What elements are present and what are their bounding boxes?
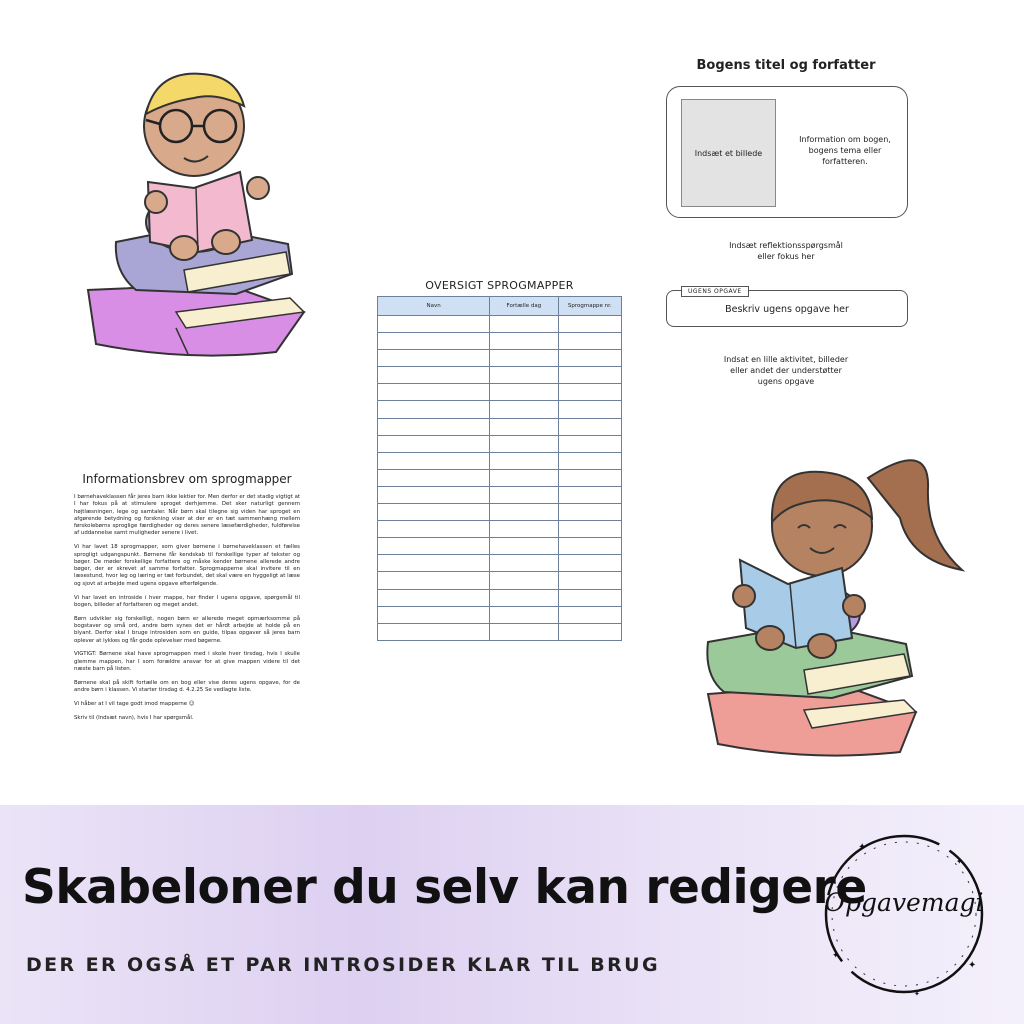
table-row bbox=[378, 435, 622, 452]
table-row bbox=[378, 367, 622, 384]
book-template-title: Bogens titel og forfatter bbox=[696, 58, 876, 73]
table-cell[interactable] bbox=[378, 589, 490, 606]
table-cell[interactable] bbox=[490, 504, 558, 521]
table-row bbox=[378, 538, 622, 555]
table-cell[interactable] bbox=[490, 384, 558, 401]
weekly-task-placeholder: Beskriv ugens opgave her bbox=[725, 304, 849, 315]
table-cell[interactable] bbox=[378, 401, 490, 418]
table-cell[interactable] bbox=[558, 333, 621, 350]
column-header-folder-number: Sprogmappe nr. bbox=[558, 297, 621, 316]
letter-paragraph: Børn udvikler sig forskelligt, nogen børn er allerede meget opmærksomme på bogstaver og små ord, andre børn synes det er hårdt arbejde at holde på en blyant. Derfor skal I bruge introsiden som en guide, tilpas opgaver så jeres barn oplever at lykkes og får gode oplevelser med bøgerne. bbox=[74, 615, 300, 644]
table-cell[interactable] bbox=[378, 572, 490, 589]
letter-paragraph: Vi har lavet en introside i hver mappe, her finder I ugens opgave, spørgsmål til bogen, billeder af forfatteren og meget andet. bbox=[74, 594, 300, 608]
table-cell[interactable] bbox=[490, 333, 558, 350]
table-cell[interactable] bbox=[558, 538, 621, 555]
table-cell[interactable] bbox=[490, 486, 558, 503]
column-header-day: Fortælle dag bbox=[490, 297, 558, 316]
letter-paragraph: Skriv til (Indsæt navn), hvis I har spørgsmål. bbox=[74, 714, 194, 721]
table-cell[interactable] bbox=[490, 435, 558, 452]
table-row bbox=[378, 384, 622, 401]
banner-headline: Skabeloner du selv kan redigere bbox=[22, 860, 867, 915]
table-body bbox=[378, 316, 622, 641]
overview-table-title: OVERSIGT SPROGMAPPER bbox=[425, 279, 574, 292]
table-cell[interactable] bbox=[558, 452, 621, 469]
column-header-name: Navn bbox=[378, 297, 490, 316]
table-cell[interactable] bbox=[378, 333, 490, 350]
table-cell[interactable] bbox=[558, 504, 621, 521]
table-cell[interactable] bbox=[378, 350, 490, 367]
table-cell[interactable] bbox=[490, 538, 558, 555]
table-cell[interactable] bbox=[490, 350, 558, 367]
table-cell[interactable] bbox=[558, 384, 621, 401]
weekly-task-tag: UGENS OPGAVE bbox=[681, 286, 749, 297]
image-placeholder bbox=[681, 99, 776, 207]
table-row bbox=[378, 418, 622, 435]
table-cell[interactable] bbox=[490, 367, 558, 384]
girl-reading-illustration bbox=[700, 448, 970, 768]
table-cell[interactable] bbox=[558, 555, 621, 572]
table-row bbox=[378, 589, 622, 606]
letter-paragraph: Vi håber at I vil tage godt imod mapperne ☺ bbox=[74, 700, 195, 707]
table-cell[interactable] bbox=[558, 606, 621, 623]
table-cell[interactable] bbox=[558, 316, 621, 333]
table-header-row bbox=[378, 297, 622, 316]
banner-subline: DER ER OGSÅ ET PAR INTROSIDER KLAR TIL BRUG bbox=[26, 954, 660, 976]
table-cell[interactable] bbox=[378, 316, 490, 333]
activity-placeholder: Indsat en lille aktivitet, billeder eller andet der understøtter ugens opgave bbox=[723, 355, 849, 386]
table-row bbox=[378, 504, 622, 521]
table-cell[interactable] bbox=[378, 555, 490, 572]
table-row bbox=[378, 521, 622, 538]
book-info-placeholder: Information om bogen, bogens tema eller forfatteren. bbox=[799, 135, 891, 166]
svg-text:✦: ✦ bbox=[968, 960, 977, 971]
svg-text:✦: ✦ bbox=[858, 842, 867, 853]
table-cell[interactable] bbox=[378, 521, 490, 538]
letter-paragraph: Børnene skal på skift fortælle om en bog eller vise deres ugens opgave, for de andre børn i klassen. Vi starter tirsdag d. 4.2.25 Se vedlagte liste. bbox=[74, 679, 300, 694]
svg-text:✦: ✦ bbox=[956, 857, 963, 866]
table-cell[interactable] bbox=[378, 469, 490, 486]
table-cell[interactable] bbox=[558, 572, 621, 589]
letter-body bbox=[74, 494, 300, 728]
table-row bbox=[378, 469, 622, 486]
table-cell[interactable] bbox=[378, 486, 490, 503]
table-cell[interactable] bbox=[378, 452, 490, 469]
table-row bbox=[378, 401, 622, 418]
table-cell[interactable] bbox=[378, 418, 490, 435]
table-cell[interactable] bbox=[490, 623, 558, 640]
table-cell[interactable] bbox=[378, 623, 490, 640]
table-cell[interactable] bbox=[490, 418, 558, 435]
table-cell[interactable] bbox=[378, 367, 490, 384]
table-cell[interactable] bbox=[558, 367, 621, 384]
table-cell[interactable] bbox=[558, 589, 621, 606]
table-cell[interactable] bbox=[378, 504, 490, 521]
table-cell[interactable] bbox=[558, 401, 621, 418]
table-cell[interactable] bbox=[378, 384, 490, 401]
table-row bbox=[378, 452, 622, 469]
logo-wordmark: Opgavemagi bbox=[824, 888, 984, 917]
letter-title: Informationsbrev om sprogmapper bbox=[82, 472, 292, 486]
letter-paragraph: I børnehaveklassen får jeres barn ikke lektier for. Men derfor er det stadig vigtigt at I har fokus på at stimulere sproget derhjemme. Det sker naturligt gennem højtlæsningen, lege og samtaler. Når børn skal tilegne sig viden har sproget en afgørende betydning og forskning viser at der er en tæt sammenhæng mellem førskolebørns sproglige færdigheder og deres senere læsefærdigheder, fuldførelse af uddannelse samt muligheder senere i livet. bbox=[74, 494, 300, 537]
table-cell[interactable] bbox=[490, 589, 558, 606]
table-cell[interactable] bbox=[490, 555, 558, 572]
table-cell[interactable] bbox=[558, 418, 621, 435]
table-row bbox=[378, 350, 622, 367]
boy-reading-illustration bbox=[76, 62, 312, 362]
table-cell[interactable] bbox=[490, 606, 558, 623]
table-cell[interactable] bbox=[490, 469, 558, 486]
reflection-placeholder: Indsæt reflektionsspørgsmål eller fokus her bbox=[729, 241, 843, 261]
overview-table bbox=[377, 296, 622, 641]
table-cell[interactable] bbox=[558, 521, 621, 538]
table-cell[interactable] bbox=[558, 435, 621, 452]
svg-text:✦: ✦ bbox=[832, 951, 840, 961]
table-cell[interactable] bbox=[558, 486, 621, 503]
table-row bbox=[378, 606, 622, 623]
table-row bbox=[378, 316, 622, 333]
table-row bbox=[378, 333, 622, 350]
table-cell[interactable] bbox=[558, 469, 621, 486]
table-cell[interactable] bbox=[378, 435, 490, 452]
table-row bbox=[378, 486, 622, 503]
table-cell[interactable] bbox=[490, 316, 558, 333]
image-placeholder-label: Indsæt et billede bbox=[694, 148, 763, 158]
table-row bbox=[378, 623, 622, 640]
table-cell[interactable] bbox=[378, 538, 490, 555]
letter-paragraph: Vi har lavet 18 sprogmapper, som giver børnene i børnehaveklassen et fælles sprogligt udgangspunkt. Børnene får kendskab til forskellige typer af tekster og bøger. De møder forskellige forfattere og måske kender børnene allerede andre bøger, der er skrevet af samme forfatter. Sprogmapperne skal invitere til en læsestund, hvor leg og læring er tæt forbundet, det skal være en hyggeligt at læse og sjovt at arbejde med ugens opgave efterfølgende. bbox=[74, 544, 300, 587]
table-cell[interactable] bbox=[558, 350, 621, 367]
table-cell[interactable] bbox=[558, 623, 621, 640]
table-cell[interactable] bbox=[490, 452, 558, 469]
table-cell[interactable] bbox=[378, 606, 490, 623]
svg-text:✦: ✦ bbox=[914, 990, 920, 998]
table-row bbox=[378, 555, 622, 572]
table-cell[interactable] bbox=[490, 521, 558, 538]
table-cell[interactable] bbox=[490, 572, 558, 589]
table-row bbox=[378, 572, 622, 589]
table-cell[interactable] bbox=[490, 401, 558, 418]
letter-paragraph: VIGTIGT: Børnene skal have sprogmappen med i skole hver tirsdag, hvis I skulle glemme mappen, har I som forældre ansvar for at give mappen videre til det næste barn på listen. bbox=[74, 651, 300, 672]
